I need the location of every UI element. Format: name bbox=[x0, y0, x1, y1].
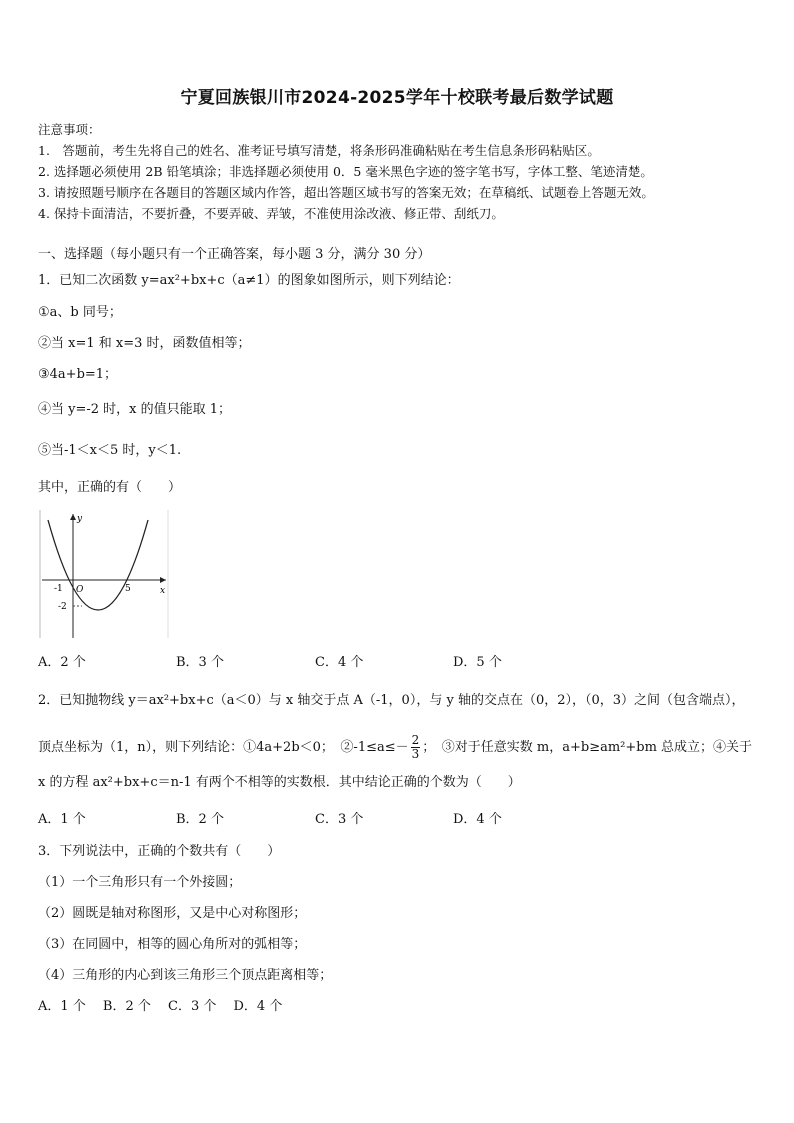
q1-option-c: C．4 个 bbox=[315, 655, 364, 670]
note-item: 2. 选择题必须使用 2B 铅笔填涂；非选择题必须使用 0．5 毫米黑色字迹的签字笔书写，字体工整、笔迹清楚。 bbox=[38, 164, 653, 179]
q3-statement-2: （2）圆既是轴对称图形，又是中心对称图形； bbox=[38, 906, 307, 921]
q1-option-d: D．5 个 bbox=[453, 655, 502, 670]
q3-statement-4: （4）三角形的内心到该三角形三个顶点距离相等； bbox=[38, 968, 333, 983]
note-item: 4. 保持卡面清洁，不要折叠，不要弄破、弄皱，不准使用涂改液、修正带、刮纸刀。 bbox=[38, 206, 504, 221]
q1-statement-5: ⑤当-1＜x＜5 时，y＜1. bbox=[38, 443, 182, 458]
note-item: 3. 请按照题号顺序在各题目的答题区域内作答，超出答题区域书写的答案无效；在草稿纸、试题卷上答题无效。 bbox=[38, 185, 654, 200]
section-heading: 一、选择题（每小题只有一个正确答案，每小题 3 分，满分 30 分） bbox=[38, 247, 431, 262]
q2-option-a: A．1 个 bbox=[38, 812, 86, 827]
q2-line-2-end: ； ③对于任意实数 m，a+b≥am²+bm 总成立；④关于 bbox=[422, 740, 753, 755]
page-title: 宁夏回族银川市2024-2025学年十校联考最后数学试题 bbox=[180, 88, 614, 108]
fraction-numerator: 2 bbox=[411, 733, 420, 747]
tick-label-neg2: -2 bbox=[58, 602, 67, 612]
q3-statement-1: （1）一个三角形只有一个外接圆； bbox=[38, 875, 242, 890]
q2-option-b: B．2 个 bbox=[176, 812, 224, 827]
note-item: 1. 答题前，考生先将自己的姓名、准考证号填写清楚，将条形码准确粘贴在考生信息条形码粘贴区。 bbox=[38, 143, 600, 158]
q3-options: A．1 个 B．2 个 C．3 个 D．4 个 bbox=[38, 999, 283, 1014]
tick-label-neg1: -1 bbox=[54, 584, 63, 594]
parabola-curve bbox=[48, 520, 148, 610]
fraction-denominator: 3 bbox=[411, 747, 420, 761]
x-axis-label: x bbox=[160, 586, 166, 596]
q3-stem: 3．下列说法中，正确的个数共有（ ） bbox=[38, 844, 281, 859]
parabola-graph bbox=[38, 510, 170, 640]
y-axis-label: y bbox=[77, 514, 83, 524]
y-axis-arrow bbox=[70, 514, 76, 520]
notes-heading: 注意事项： bbox=[38, 122, 101, 137]
q1-statement-2: ②当 x=1 和 x=3 时，函数值相等； bbox=[38, 336, 251, 351]
q1-option-a: A．2 个 bbox=[38, 655, 86, 670]
q1-stem: 1．已知二次函数 y=ax²+bx+c（a≠1）的图象如图所示，则下列结论： bbox=[38, 273, 460, 288]
q2-line-1: 2．已知抛物线 y＝ax²+bx+c（a＜0）与 x 轴交于点 A（-1，0），与 y 轴的交点在（0，2），（0，3）之间（包含端点）， bbox=[38, 693, 745, 708]
fraction-two-thirds bbox=[411, 734, 421, 761]
q3-statement-3: （3）在同圆中，相等的圆心角所对的弧相等； bbox=[38, 937, 307, 952]
q1-statement-1: ①a、b 同号； bbox=[38, 305, 122, 320]
q1-statement-3: ③4a+b=1； bbox=[38, 367, 118, 382]
q1-option-b: B．3 个 bbox=[176, 655, 224, 670]
q2-line-2-start: 顶点坐标为（1，n），则下列结论：①4a+2b＜0； ②-1≤a≤－ bbox=[38, 740, 409, 755]
q1-statement-4: ④当 y=-2 时，x 的值只能取 1； bbox=[38, 402, 232, 417]
q2-line-3: x 的方程 ax²+bx+c＝n-1 有两个不相等的实数根．其中结论正确的个数为（ ） bbox=[38, 775, 521, 790]
q1-ask: 其中，正确的有（ ） bbox=[38, 480, 182, 495]
q2-line-2 bbox=[38, 733, 752, 763]
q2-option-d: D．4 个 bbox=[453, 812, 502, 827]
q2-option-c: C．3 个 bbox=[315, 812, 364, 827]
x-axis-arrow bbox=[160, 577, 166, 583]
tick-label-5: 5 bbox=[125, 584, 131, 594]
origin-label: O bbox=[76, 585, 84, 595]
